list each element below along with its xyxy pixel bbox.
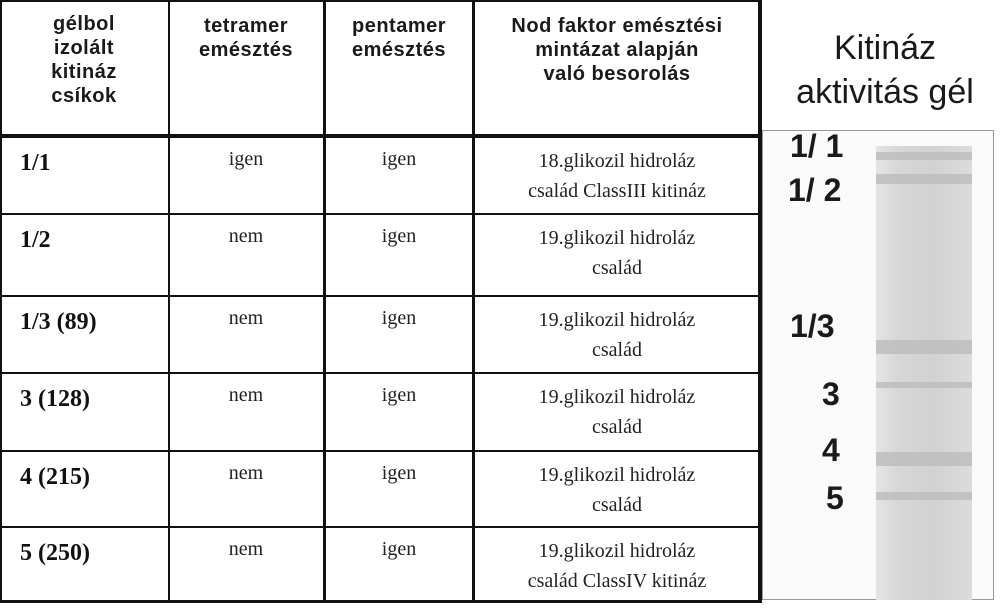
classification-cell: 19.glikozil hidroláz család [538, 464, 696, 516]
pentamer-cell: igen [381, 225, 417, 247]
band-id-cell: 1/3 (89) [20, 309, 97, 335]
gel-band [876, 152, 972, 160]
classification-cell: 19.glikozil hidroláz család [538, 309, 696, 361]
gel-band [876, 340, 972, 354]
tetramer-cell: nem [228, 384, 264, 406]
classification-cell: 19.glikozil hidroláz család ClassIV kitináz [527, 540, 707, 592]
classification-cell: 18.glikozil hidroláz család ClassIII kitináz [528, 150, 706, 202]
table-top-border [0, 0, 762, 2]
column-divider [323, 0, 326, 603]
gel-title: Kitináz aktivitás gél [796, 29, 974, 111]
gel-band [876, 174, 972, 184]
band-id-cell: 1/2 [20, 227, 51, 253]
tetramer-cell: igen [228, 148, 264, 170]
band-id-cell: 3 (128) [20, 386, 90, 412]
gel-band [876, 382, 972, 388]
row-divider [0, 450, 762, 452]
row-divider [0, 526, 762, 528]
band-id-cell: 5 (250) [20, 540, 90, 566]
pentamer-cell: igen [381, 384, 417, 406]
header-classification: Nod faktor emésztési mintázat alapján való besorolás [511, 15, 723, 85]
gel-band-label: 1/ 1 [790, 128, 844, 164]
row-divider [0, 372, 762, 374]
gel-band-label: 4 [822, 432, 840, 468]
gel-lane [876, 146, 972, 600]
pentamer-cell: igen [381, 462, 417, 484]
tetramer-cell: nem [228, 307, 264, 329]
header-pentamer: pentamer emésztés [351, 15, 447, 61]
row-divider [0, 295, 762, 297]
table-bottom-border [0, 600, 762, 603]
gel-band-label: 1/3 [790, 308, 835, 344]
tetramer-cell: nem [228, 538, 264, 560]
tetramer-cell: nem [228, 462, 264, 484]
gel-band-label: 3 [822, 376, 840, 412]
gel-band [876, 452, 972, 466]
column-divider [472, 0, 475, 603]
table-left-border [0, 0, 2, 603]
gel-band-label: 5 [826, 480, 844, 516]
pentamer-cell: igen [381, 307, 417, 329]
header-divider [0, 134, 762, 138]
pentamer-cell: igen [381, 538, 417, 560]
gel-band-label: 1/ 2 [788, 172, 842, 208]
row-divider [0, 213, 762, 215]
gel-band [876, 492, 972, 500]
classification-cell: 19.glikozil hidroláz család [538, 227, 696, 279]
band-id-cell: 4 (215) [20, 464, 90, 490]
header-band: gélbol izolált kitináz csíkok [51, 13, 117, 107]
pentamer-cell: igen [381, 148, 417, 170]
header-tetramer: tetramer emésztés [198, 15, 294, 61]
classification-cell: 19.glikozil hidroláz család [538, 386, 696, 438]
band-id-cell: 1/1 [20, 150, 51, 176]
tetramer-cell: nem [228, 225, 264, 247]
column-divider [168, 0, 170, 603]
